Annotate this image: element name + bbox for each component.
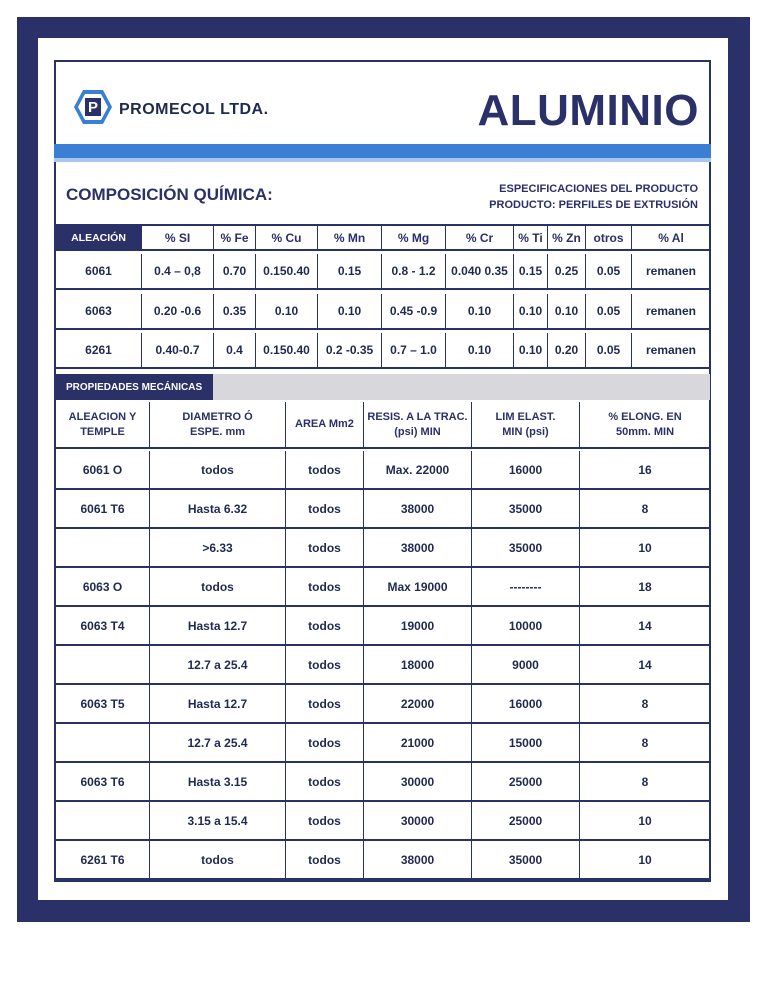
mechanical-cell: todos xyxy=(150,568,286,605)
mechanical-row xyxy=(56,451,710,490)
mechanical-col-header-line: DIAMETRO Ó xyxy=(182,410,253,423)
composition-cell: 0.10 xyxy=(514,333,548,367)
logo-letter: P xyxy=(87,99,99,116)
composition-cell: 0.20 xyxy=(548,333,586,367)
mechanical-cell: Max. 22000 xyxy=(364,451,472,488)
mechanical-col-header-line: 50mm. MIN xyxy=(615,425,675,438)
spec-line-2: PRODUCTO: PERFILES DE EXTRUSIÓN xyxy=(489,199,698,211)
mechanical-cell: 6063 T4 xyxy=(56,607,150,644)
mechanical-cell: 25000 xyxy=(472,802,580,839)
spec-line-1: ESPECIFICACIONES DEL PRODUCTO xyxy=(499,183,698,195)
composition-cell: 0.4 xyxy=(214,333,256,367)
composition-col-header: % Al xyxy=(658,230,684,245)
mechanical-cell: 6063 T6 xyxy=(56,763,150,800)
mechanical-cell: 6063 O xyxy=(56,568,150,605)
composition-cell: 0.10 xyxy=(256,294,318,328)
mechanical-col-header xyxy=(580,402,710,447)
mechanical-cell: todos xyxy=(150,841,286,878)
mechanical-cell: 16000 xyxy=(472,451,580,488)
mechanical-cell: 6061 T6 xyxy=(56,490,150,527)
composition-cell: 0.7 – 1.0 xyxy=(382,333,446,367)
composition-cell: 0.8 - 1.2 xyxy=(382,254,446,288)
composition-col-header: % Cr xyxy=(446,226,514,249)
composition-cell: 0.15 xyxy=(318,254,382,288)
company-logo xyxy=(73,88,113,126)
mechanical-cell: 38000 xyxy=(364,490,472,527)
mechanical-cell xyxy=(56,802,150,839)
composition-col-header: otros xyxy=(586,226,632,249)
composition-cell: 0.45 -0.9 xyxy=(382,294,446,328)
mechanical-cell xyxy=(56,529,150,566)
composition-col-header: % Mn xyxy=(318,226,382,249)
mechanical-cell: Hasta 3.15 xyxy=(150,763,286,800)
mechanical-col-header-line: MIN (psi) xyxy=(502,425,549,438)
mechanical-col-header xyxy=(150,402,286,447)
mechanical-row xyxy=(56,568,710,607)
mechanical-cell: 9000 xyxy=(472,646,580,683)
composition-cell: 0.15 xyxy=(514,254,548,288)
composition-cell: 0.10 xyxy=(514,294,548,328)
mechanical-cell: todos xyxy=(286,490,364,527)
composition-cell: 6261 xyxy=(56,333,142,367)
composition-row xyxy=(56,254,710,290)
composition-col-header: % Zn xyxy=(548,226,586,249)
mechanical-cell: 25000 xyxy=(472,763,580,800)
mechanical-cell: 10 xyxy=(638,540,652,555)
mechanical-cell: todos xyxy=(286,607,364,644)
mechanical-col-header-line: (psi) MIN xyxy=(394,425,441,438)
composition-cell: 0.20 -0.6 xyxy=(142,294,214,328)
header-band-light xyxy=(54,158,711,162)
mechanical-title: PROPIEDADES MECÁNICAS xyxy=(56,374,213,400)
composition-cell: 0.05 xyxy=(586,333,632,367)
mechanical-cell: Max 19000 xyxy=(364,568,472,605)
mechanical-cell: 6261 T6 xyxy=(56,841,150,878)
mechanical-cell: 8 xyxy=(641,501,649,516)
mechanical-cell: 21000 xyxy=(364,724,472,761)
composition-cell: 0.10 xyxy=(446,294,514,328)
composition-cell: 0.150.40 xyxy=(256,254,318,288)
mechanical-cell: 15000 xyxy=(472,724,580,761)
mechanical-row xyxy=(56,529,710,568)
composition-col-header: ALEACIÓN xyxy=(56,226,142,249)
mechanical-cell: -------- xyxy=(472,568,580,605)
composition-cell: 0.35 xyxy=(214,294,256,328)
mechanical-cell: todos xyxy=(286,724,364,761)
composition-cell: 0.4 – 0,8 xyxy=(142,254,214,288)
mechanical-cell: 30000 xyxy=(364,802,472,839)
mechanical-cell: todos xyxy=(286,646,364,683)
composition-cell: 0.2 -0.35 xyxy=(318,333,382,367)
mechanical-cell: 8 xyxy=(641,774,649,789)
mechanical-col-header xyxy=(472,402,580,447)
mechanical-cell: todos xyxy=(286,451,364,488)
mechanical-table-header xyxy=(56,402,710,449)
composition-table-header xyxy=(56,224,710,251)
mechanical-cell xyxy=(56,646,150,683)
composition-cell: 0.05 xyxy=(586,294,632,328)
mechanical-cell: 22000 xyxy=(364,685,472,722)
mechanical-row xyxy=(56,685,710,724)
composition-col-header: % Ti xyxy=(514,226,548,249)
mechanical-row xyxy=(56,763,710,802)
mechanical-col-header-line: RESIS. A LA TRAC. xyxy=(367,410,468,423)
mechanical-cell: 8 xyxy=(641,696,649,711)
mechanical-col-header-line: AREA Mm2 xyxy=(295,418,354,430)
composition-cell: 6063 xyxy=(56,294,142,328)
mechanical-cell: 12.7 a 25.4 xyxy=(150,646,286,683)
mechanical-cell: 10000 xyxy=(472,607,580,644)
mechanical-cell: 16 xyxy=(638,462,652,477)
mechanical-cell: 14 xyxy=(638,618,652,633)
mechanical-row xyxy=(56,841,710,880)
mechanical-cell: 35000 xyxy=(472,490,580,527)
composition-col-header: % Fe xyxy=(214,226,256,249)
mechanical-cell xyxy=(56,724,150,761)
composition-cell: 0.10 xyxy=(446,333,514,367)
composition-cell: 0.10 xyxy=(318,294,382,328)
mechanical-row xyxy=(56,802,710,841)
mechanical-cell: 6063 T5 xyxy=(56,685,150,722)
composition-cell: remanen xyxy=(645,343,697,357)
mechanical-cell: >6.33 xyxy=(150,529,286,566)
mechanical-cell: todos xyxy=(286,802,364,839)
mechanical-cell: 12.7 a 25.4 xyxy=(150,724,286,761)
composition-cell: remanen xyxy=(645,264,697,278)
mechanical-cell: Hasta 12.7 xyxy=(150,607,286,644)
mechanical-col-header-line: ALEACION Y xyxy=(68,410,137,423)
mechanical-cell: todos xyxy=(286,685,364,722)
mechanical-cell: 38000 xyxy=(364,841,472,878)
mechanical-cell: 19000 xyxy=(364,607,472,644)
mechanical-cell: 18000 xyxy=(364,646,472,683)
mechanical-cell: 35000 xyxy=(472,529,580,566)
mechanical-cell: Hasta 6.32 xyxy=(150,490,286,527)
mechanical-col-header xyxy=(364,402,472,447)
mechanical-row xyxy=(56,607,710,646)
mechanical-cell: Hasta 12.7 xyxy=(150,685,286,722)
mechanical-cell: 14 xyxy=(638,657,652,672)
composition-col-header: % SI xyxy=(142,226,214,249)
mechanical-cell: todos xyxy=(286,568,364,605)
mechanical-cell: todos xyxy=(286,763,364,800)
mechanical-cell: 16000 xyxy=(472,685,580,722)
composition-cell: 0.70 xyxy=(214,254,256,288)
composition-col-header: % Cu xyxy=(256,226,318,249)
composition-col-header: % Mg xyxy=(382,226,446,249)
mechanical-cell: 10 xyxy=(638,852,652,867)
mechanical-cell: 8 xyxy=(641,735,649,750)
mechanical-cell: 18 xyxy=(638,579,652,594)
mechanical-cell: 38000 xyxy=(364,529,472,566)
product-spec xyxy=(489,181,698,213)
composition-cell: 0.40-0.7 xyxy=(142,333,214,367)
mechanical-cell: 6061 O xyxy=(56,451,150,488)
composition-cell: 0.10 xyxy=(548,294,586,328)
mechanical-cell: 35000 xyxy=(472,841,580,878)
mechanical-cell: todos xyxy=(150,451,286,488)
mechanical-col-header xyxy=(286,402,364,447)
composition-title: COMPOSICIÓN QUÍMICA: xyxy=(66,185,273,204)
composition-cell: 0.150.40 xyxy=(256,333,318,367)
composition-cell: 0.040 0.35 xyxy=(446,254,514,288)
mechanical-col-header-line: TEMPLE xyxy=(80,425,125,438)
composition-row xyxy=(56,294,710,330)
mechanical-cell: 30000 xyxy=(364,763,472,800)
header-band xyxy=(54,144,711,158)
mechanical-row xyxy=(56,646,710,685)
mechanical-col-header-line: LIM ELAST. xyxy=(495,410,556,423)
company-name: PROMECOL LTDA. xyxy=(119,101,269,118)
mechanical-cell: 10 xyxy=(638,813,652,828)
mechanical-col-header-line: ESPE. mm xyxy=(189,425,246,438)
composition-cell: 0.05 xyxy=(586,254,632,288)
mechanical-row xyxy=(56,724,710,763)
mechanical-cell: 3.15 a 15.4 xyxy=(150,802,286,839)
page-title: ALUMINIO xyxy=(477,86,699,135)
composition-row xyxy=(56,333,710,369)
mechanical-cell: todos xyxy=(286,529,364,566)
composition-cell: 6061 xyxy=(56,254,142,288)
mechanical-col-header-line: % ELONG. EN xyxy=(608,410,682,423)
composition-cell: 0.25 xyxy=(548,254,586,288)
mechanical-col-header xyxy=(56,402,150,447)
mechanical-cell: todos xyxy=(286,841,364,878)
composition-cell: remanen xyxy=(645,304,697,318)
mechanical-row xyxy=(56,490,710,529)
